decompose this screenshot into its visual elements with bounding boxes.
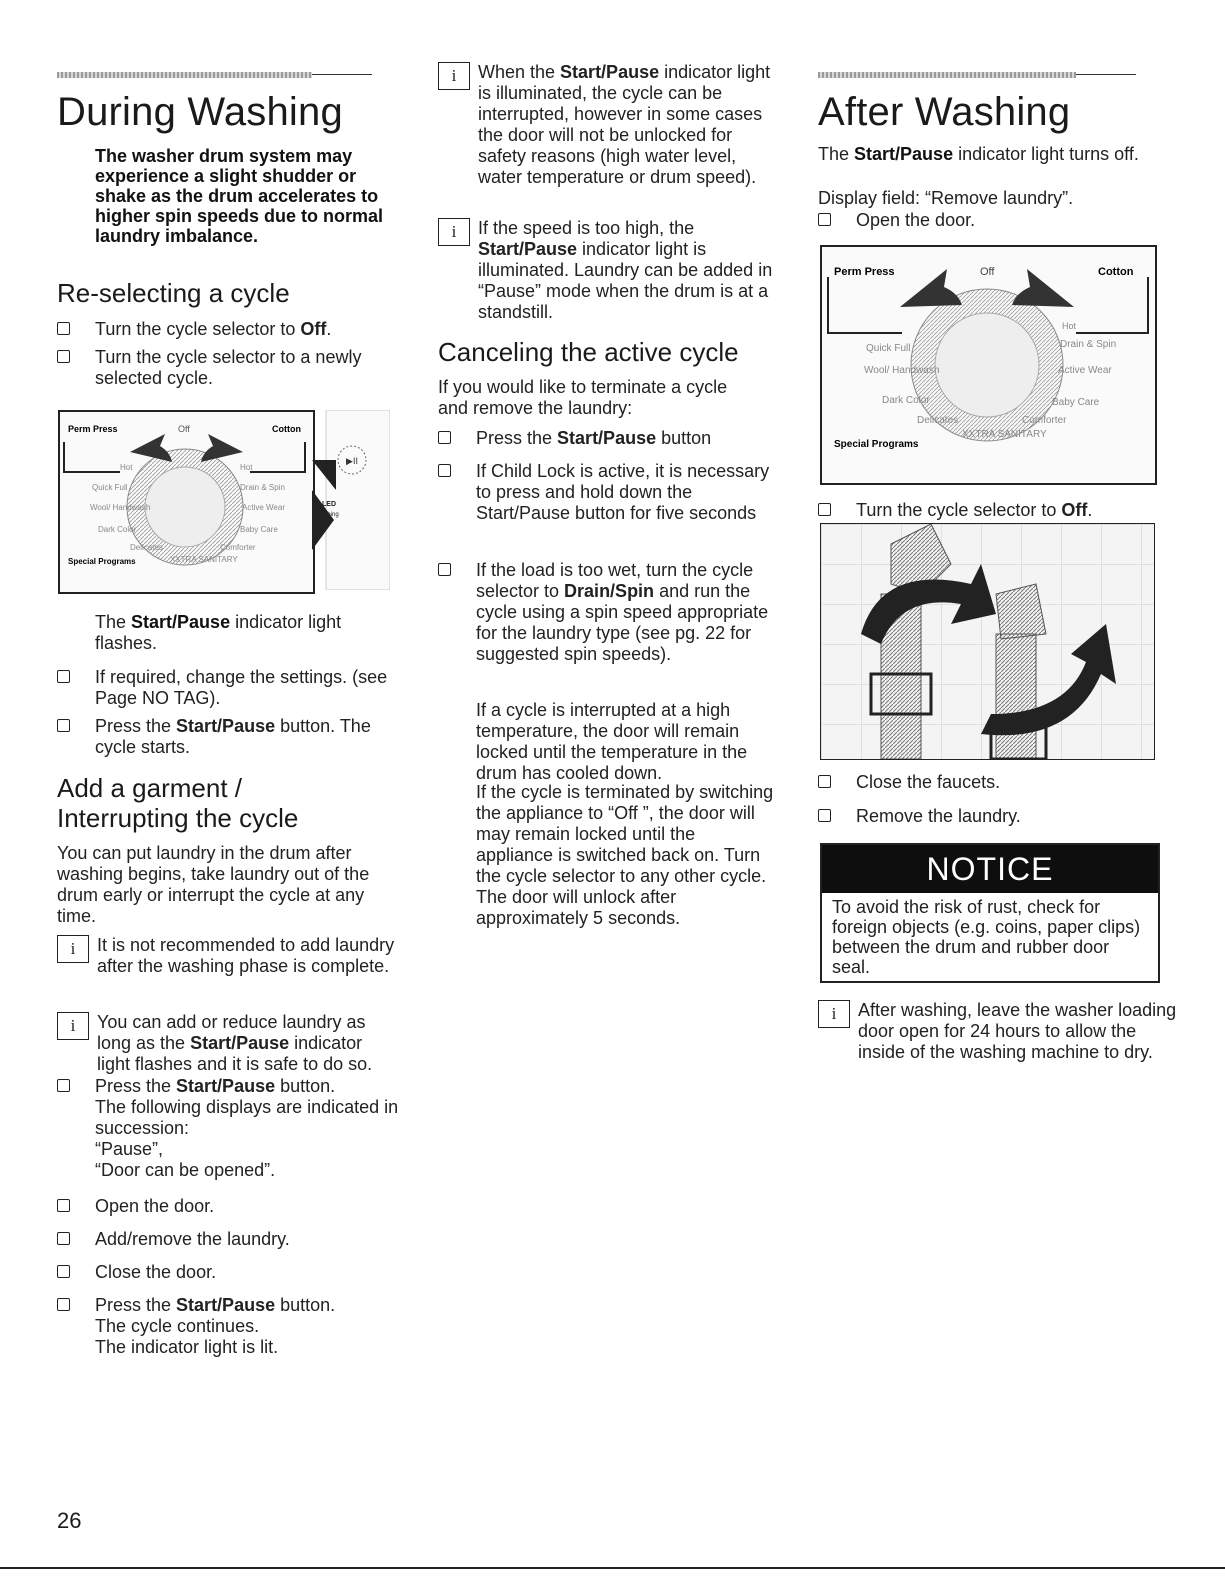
svg-text:Wool/ Handwash: Wool/ Handwash <box>90 503 151 512</box>
checkbox-bullet-icon <box>57 1199 70 1212</box>
checkbox-bullet-icon <box>57 670 70 683</box>
svg-text:Hot: Hot <box>120 463 133 472</box>
svg-text:Delicates: Delicates <box>130 543 163 552</box>
heading-canceling: Canceling the active cycle <box>438 337 739 367</box>
heading-add-garment: Add a garment / Interrupting the cycle <box>57 773 299 833</box>
svg-text:Perm Press: Perm Press <box>68 424 118 434</box>
checkbox-bullet-icon <box>57 1298 70 1311</box>
svg-text:XXTRA SANITARY: XXTRA SANITARY <box>170 555 238 564</box>
info-icon: i <box>818 1000 850 1028</box>
list-item: Close the door. <box>57 1262 415 1283</box>
cycle-dial-off-icon <box>822 247 1155 483</box>
checkbox-bullet-icon <box>57 1079 70 1092</box>
info-icon: i <box>57 935 89 963</box>
svg-text:Flashing: Flashing <box>316 512 339 518</box>
add-intro-paragraph: You can put laundry in the drum after washing begins, take laundry out of the drum early or interrupt the cycle at any time. <box>57 843 370 926</box>
list-item: Press the Start/Pause button <box>438 428 806 449</box>
lead-paragraph: The washer drum system may experience a slight shudder or shake as the drum accelerates to higher spin speeds due to normal laundry imbalance. <box>95 146 384 246</box>
svg-text:Delicates: Delicates <box>917 415 959 426</box>
checkbox-bullet-icon <box>438 563 451 576</box>
paragraph-terminated: If the cycle is terminated by switching the appliance to “Off ”, the door will may remain locked until the appliance is switched back on. Turn the cycle selector to any other cycle. The door will unlock after approximately 5 seconds. <box>476 782 774 928</box>
cycle-selector-diagram <box>58 410 315 594</box>
checkbox-bullet-icon <box>818 503 831 516</box>
checkbox-bullet-icon <box>57 1232 70 1245</box>
svg-text:Cotton: Cotton <box>272 424 301 434</box>
footer-rule <box>0 1567 1225 1569</box>
checkbox-bullet-icon <box>818 775 831 788</box>
notice-text: To avoid the risk of rust, check for foreign objects (e.g. coins, paper clips) between the drum and rubber door seal. <box>832 897 1141 977</box>
page-number: 26 <box>57 1508 82 1533</box>
notice-title: NOTICE <box>822 845 1158 893</box>
svg-text:Off: Off <box>178 424 190 434</box>
checkbox-bullet-icon <box>438 431 451 444</box>
svg-text:Active Wear: Active Wear <box>242 503 285 512</box>
list-item: If Child Lock is active, it is necessary to press and hold down the Start/Pause button for five seconds <box>438 461 776 524</box>
faucet-close-icon <box>821 524 1154 759</box>
list-item: Press the Start/Pause button. The following displays are indicated in succession: “Pause”, “Door can be opened”. <box>57 1076 415 1181</box>
cancel-intro-paragraph: If you would like to terminate a cycle and remove the laundry: <box>438 377 728 418</box>
page-title-after-washing: After Washing <box>818 90 1071 134</box>
faucets-illustration <box>820 523 1155 760</box>
svg-text:Drain & Spin: Drain & Spin <box>1060 339 1117 350</box>
checkbox-bullet-icon <box>57 350 70 363</box>
svg-text:XXTRA SANITARY: XXTRA SANITARY <box>962 429 1047 440</box>
info-note: i When the Start/Pause indicator light is illuminated, the cycle can be interrupted, however in some cases the door will not be unlocked for safety reasons (high water level, water temperature or drum speed). <box>438 62 778 188</box>
svg-text:Baby Care: Baby Care <box>240 525 278 534</box>
led-flashing-diagram <box>312 410 390 590</box>
checkbox-bullet-icon <box>57 719 70 732</box>
svg-text:Baby Care: Baby Care <box>1052 397 1100 408</box>
svg-text:Dark Color: Dark Color <box>882 395 930 406</box>
svg-text:Perm Press: Perm Press <box>834 266 895 278</box>
checkbox-bullet-icon <box>438 464 451 477</box>
page-title-during-washing: During Washing <box>57 90 343 134</box>
cycle-dial-icon <box>60 412 313 592</box>
svg-text:Hot: Hot <box>1062 321 1077 331</box>
header-rule-pattern <box>57 72 312 78</box>
notice-box <box>820 843 1160 983</box>
svg-text:Comforter: Comforter <box>1022 415 1067 426</box>
info-icon: i <box>438 62 470 90</box>
checkbox-bullet-icon <box>57 322 70 335</box>
paragraph-high-temp: If a cycle is interrupted at a high temperature, the door will remain locked until the temperature in the drum has cooled down. <box>476 700 748 783</box>
svg-text:Hot: Hot <box>240 463 253 472</box>
info-icon: i <box>57 1012 89 1040</box>
list-item: Open the door. <box>818 210 1176 231</box>
info-note: i If the speed is too high, the Start/Pause indicator light is illuminated. Laundry can be added in “Pause” mode when the drum is at a standstill. <box>438 218 778 323</box>
checkbox-bullet-icon <box>818 809 831 822</box>
list-item: Turn the cycle selector to Off. <box>818 500 1186 521</box>
svg-text:Quick Full: Quick Full <box>866 343 911 354</box>
svg-text:Comforter: Comforter <box>220 543 256 552</box>
info-icon: i <box>438 218 470 246</box>
header-rule-line <box>1076 74 1136 75</box>
svg-text:Special Programs: Special Programs <box>834 439 919 450</box>
checkbox-bullet-icon <box>818 213 831 226</box>
heading-reselecting: Re-selecting a cycle <box>57 278 290 308</box>
list-item: Close the faucets. <box>818 772 1176 793</box>
header-rule-pattern <box>818 72 1076 78</box>
list-item: If required, change the settings. (see Page NO TAG). <box>57 667 415 709</box>
list-item: Turn the cycle selector to a newly selected cycle. <box>57 347 395 389</box>
list-item: Press the Start/Pause button. The cycle continues. The indicator light is lit. <box>57 1295 415 1358</box>
svg-text:Special Programs: Special Programs <box>68 557 136 566</box>
list-item: Turn the cycle selector to Off. <box>57 319 425 340</box>
svg-text:Dark Color: Dark Color <box>98 525 137 534</box>
svg-text:Active Wear: Active Wear <box>1058 365 1112 376</box>
flashes-text: The Start/Pause indicator light flashes. <box>95 612 342 653</box>
svg-text:Wool/ Handwash: Wool/ Handwash <box>864 365 940 376</box>
cycle-selector-off-diagram <box>820 245 1157 485</box>
svg-text:Drain & Spin: Drain & Spin <box>240 483 285 492</box>
svg-text:▶II: ▶II <box>346 456 358 466</box>
list-item: Remove the laundry. <box>818 806 1176 827</box>
list-item: Press the Start/Pause button. The cycle starts. <box>57 716 415 758</box>
info-note: i You can add or reduce laundry as long as the Start/Pause indicator light flashes and it is safe to do so. <box>57 1012 397 1075</box>
checkbox-bullet-icon <box>57 1265 70 1278</box>
svg-text:LED: LED <box>322 501 336 508</box>
info-note: i After washing, leave the washer loading door open for 24 hours to allow the inside of the washing machine to dry. <box>818 1000 1178 1063</box>
info-note: i It is not recommended to add laundry after the washing phase is complete. <box>57 935 397 977</box>
list-item: If the load is too wet, turn the cycle selector to Drain/Spin and run the cycle using a spin speed appropriate for the laundry type (see pg. 22 for suggested spin speeds). <box>438 560 776 665</box>
list-item: Add/remove the laundry. <box>57 1229 415 1250</box>
display-field-text: Display field: “Remove laundry”. <box>818 188 1074 208</box>
after-intro: The Start/Pause indicator light turns off. <box>818 144 1139 164</box>
led-flashing-icon <box>312 410 390 590</box>
header-rule-line <box>312 74 372 75</box>
list-item: Open the door. <box>57 1196 415 1217</box>
svg-text:Off: Off <box>980 266 995 278</box>
svg-text:Quick Full: Quick Full <box>92 483 128 492</box>
svg-text:Cotton: Cotton <box>1098 266 1134 278</box>
